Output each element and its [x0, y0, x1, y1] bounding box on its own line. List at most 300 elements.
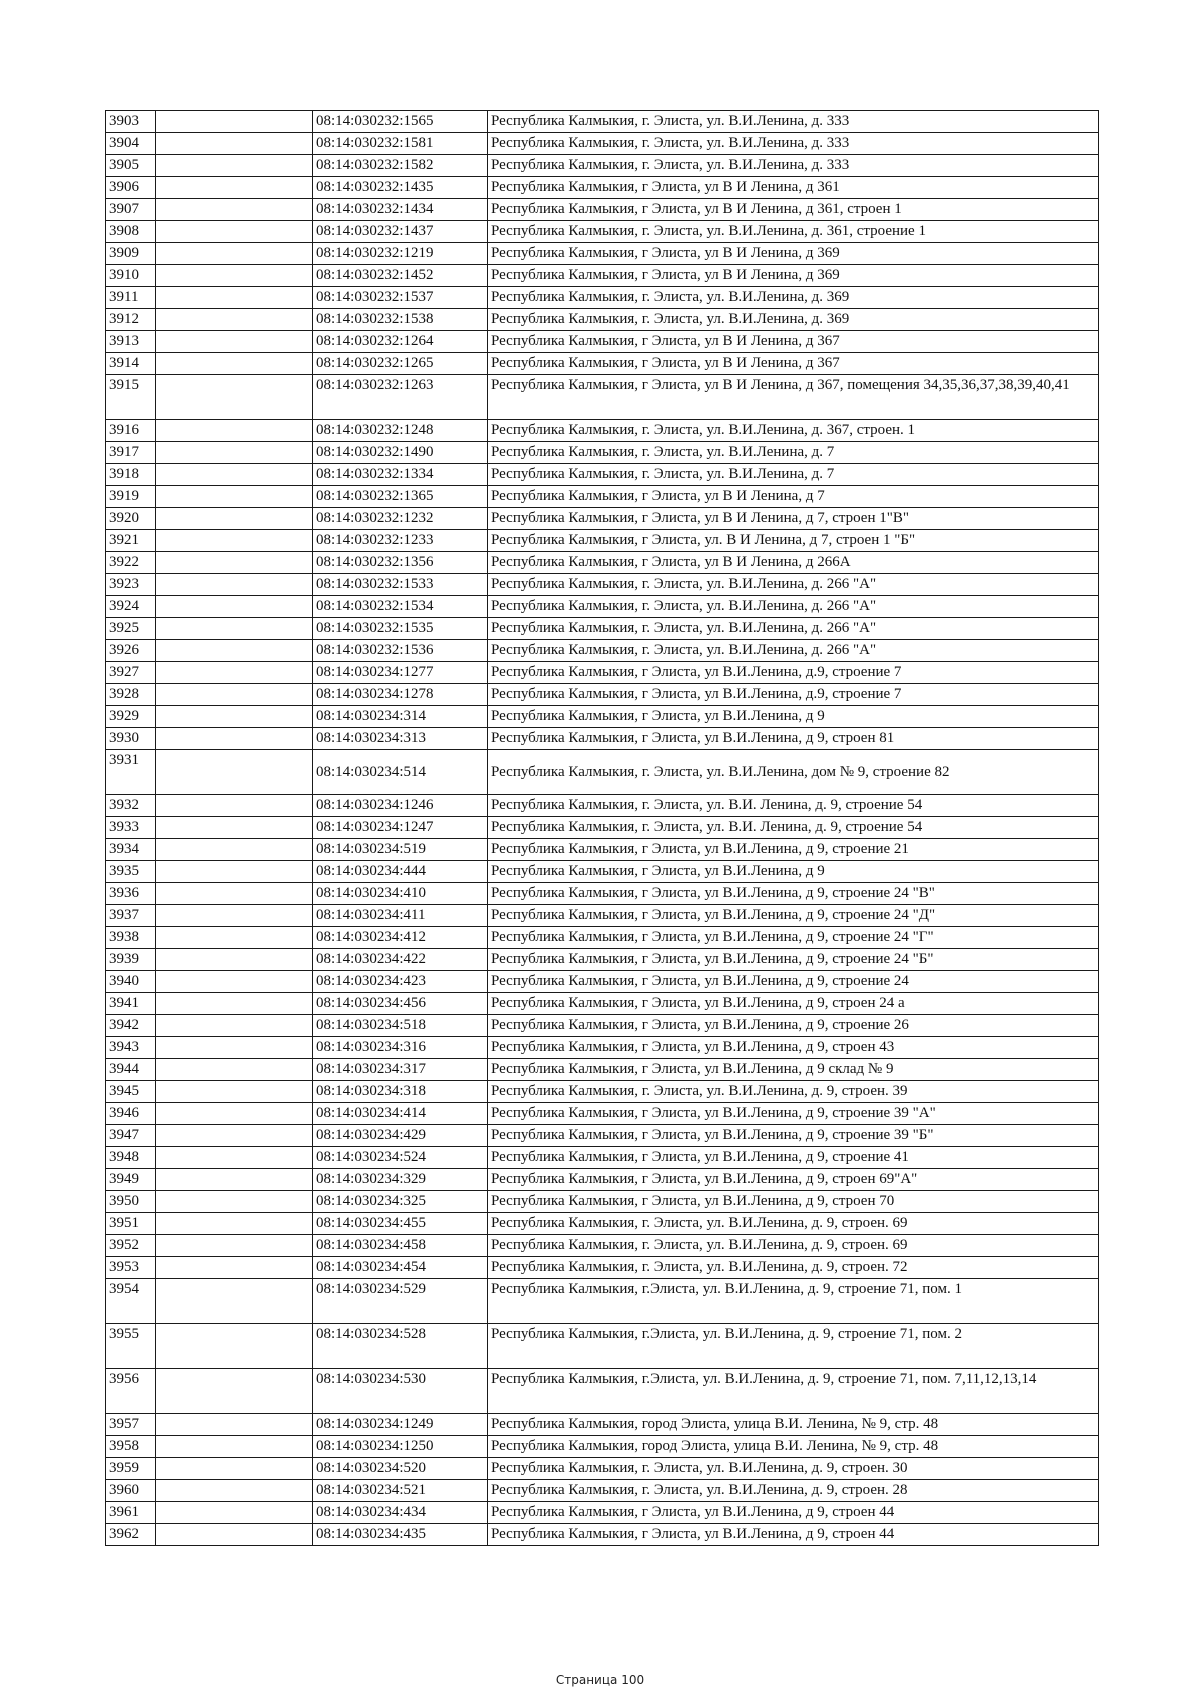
address-cell: Республика Калмыкия, г Элиста, ул В И Ленина, д 7 [488, 486, 1099, 508]
row-number-cell: 3937 [106, 905, 156, 927]
empty-cell [156, 1191, 313, 1213]
address-cell: Республика Калмыкия, г.Элиста, ул. В.И.Ленина, д. 9, строение 71, пом. 7,11,12,13,14 [488, 1369, 1099, 1414]
address-cell: Республика Калмыкия, г Элиста, ул В.И.Ленина, д 9, строен 44 [488, 1524, 1099, 1546]
cadastral-number-cell: 08:14:030232:1264 [313, 331, 488, 353]
table-row [106, 221, 1099, 243]
address-cell: Республика Калмыкия, г. Элиста, ул. В.И.Ленина, д. 9, строен. 28 [488, 1480, 1099, 1502]
cadastral-number-cell: 08:14:030234:518 [313, 1015, 488, 1037]
row-number-cell: 3940 [106, 971, 156, 993]
address-cell: Республика Калмыкия, г Элиста, ул В И Ленина, д 367, помещения 34,35,36,37,38,39,40,41 [488, 375, 1099, 420]
table-row [106, 1480, 1099, 1502]
row-number-cell: 3952 [106, 1235, 156, 1257]
empty-cell [156, 133, 313, 155]
table-row [106, 552, 1099, 574]
address-cell: Республика Калмыкия, г Элиста, ул В.И.Ленина, д 9, строение 21 [488, 839, 1099, 861]
address-cell: Республика Калмыкия, город Элиста, улица В.И. Ленина, № 9, стр. 48 [488, 1436, 1099, 1458]
cadastral-number-cell: 08:14:030232:1538 [313, 309, 488, 331]
empty-cell [156, 1103, 313, 1125]
cadastral-number-cell: 08:14:030232:1248 [313, 420, 488, 442]
cadastral-number-cell: 08:14:030234:435 [313, 1524, 488, 1546]
cadastral-number-cell: 08:14:030234:422 [313, 949, 488, 971]
empty-cell [156, 684, 313, 706]
cadastral-number-cell: 08:14:030232:1219 [313, 243, 488, 265]
empty-cell [156, 640, 313, 662]
row-number-cell: 3942 [106, 1015, 156, 1037]
address-cell: Республика Калмыкия, г Элиста, ул В.И.Ленина, д 9, строение 24 "Д" [488, 905, 1099, 927]
row-number-cell: 3944 [106, 1059, 156, 1081]
cadastral-number-cell: 08:14:030232:1490 [313, 442, 488, 464]
address-cell: Республика Калмыкия, г. Элиста, ул. В.И.Ленина, дом № 9, строение 82 [488, 750, 1099, 795]
address-cell: Республика Калмыкия, г Элиста, ул В.И.Ленина, д 9, строение 26 [488, 1015, 1099, 1037]
empty-cell [156, 1480, 313, 1502]
address-cell: Республика Калмыкия, г. Элиста, ул. В.И.Ленина, д. 7 [488, 464, 1099, 486]
table-row [106, 287, 1099, 309]
property-registry-table [105, 110, 1099, 1546]
cadastral-number-cell: 08:14:030232:1533 [313, 574, 488, 596]
table-row [106, 905, 1099, 927]
table-row [106, 1414, 1099, 1436]
table-row [106, 728, 1099, 750]
address-cell: Республика Калмыкия, г Элиста, ул В И Ленина, д 266А [488, 552, 1099, 574]
row-number-cell: 3948 [106, 1147, 156, 1169]
row-number-cell: 3936 [106, 883, 156, 905]
cadastral-number-cell: 08:14:030234:1250 [313, 1436, 488, 1458]
table-row [106, 839, 1099, 861]
row-number-cell: 3907 [106, 199, 156, 221]
address-cell: Республика Калмыкия, г Элиста, ул В.И.Ленина, д 9, строение 24 "В" [488, 883, 1099, 905]
row-number-cell: 3941 [106, 993, 156, 1015]
table-row [106, 1436, 1099, 1458]
address-cell: Республика Калмыкия, г. Элиста, ул. В.И.Ленина, д. 266 "А" [488, 596, 1099, 618]
row-number-cell: 3918 [106, 464, 156, 486]
cadastral-number-cell: 08:14:030234:458 [313, 1235, 488, 1257]
address-cell: Республика Калмыкия, г. Элиста, ул. В.И.Ленина, д. 266 "А" [488, 618, 1099, 640]
empty-cell [156, 706, 313, 728]
address-cell: Республика Калмыкия, г. Элиста, ул. В.И.Ленина, д. 266 "А" [488, 574, 1099, 596]
table-row [106, 353, 1099, 375]
empty-cell [156, 1414, 313, 1436]
row-number-cell: 3905 [106, 155, 156, 177]
table-row [106, 574, 1099, 596]
address-cell: Республика Калмыкия, г Элиста, ул В.И.Ленина, д 9, строен 24 а [488, 993, 1099, 1015]
address-cell: Республика Калмыкия, г. Элиста, ул. В.И.Ленина, д. 333 [488, 133, 1099, 155]
empty-cell [156, 883, 313, 905]
address-cell: Республика Калмыкия, г. Элиста, ул. В.И.Ленина, д. 333 [488, 111, 1099, 133]
table-row [106, 331, 1099, 353]
empty-cell [156, 420, 313, 442]
cadastral-number-cell: 08:14:030234:529 [313, 1279, 488, 1324]
row-number-cell: 3912 [106, 309, 156, 331]
row-number-cell: 3921 [106, 530, 156, 552]
table-row [106, 420, 1099, 442]
empty-cell [156, 375, 313, 420]
cadastral-number-cell: 08:14:030234:412 [313, 927, 488, 949]
cadastral-number-cell: 08:14:030234:317 [313, 1059, 488, 1081]
table-row [106, 309, 1099, 331]
address-cell: Республика Калмыкия, г. Элиста, ул. В.И.Ленина, д. 9, строен. 39 [488, 1081, 1099, 1103]
table-row [106, 1502, 1099, 1524]
table-row [106, 199, 1099, 221]
address-cell: Республика Калмыкия, г Элиста, ул. В И Ленина, д 7, строен 1 "Б" [488, 530, 1099, 552]
table-row [106, 1458, 1099, 1480]
address-cell: Республика Калмыкия, г. Элиста, ул. В.И. Ленина, д. 9, строение 54 [488, 795, 1099, 817]
table-row [106, 795, 1099, 817]
cadastral-number-cell: 08:14:030232:1534 [313, 596, 488, 618]
cadastral-number-cell: 08:14:030232:1581 [313, 133, 488, 155]
empty-cell [156, 1369, 313, 1414]
cadastral-number-cell: 08:14:030234:1277 [313, 662, 488, 684]
address-cell: Республика Калмыкия, г Элиста, ул В И Ленина, д 361 [488, 177, 1099, 199]
address-cell: Республика Калмыкия, г Элиста, ул В.И.Ленина, д 9 склад № 9 [488, 1059, 1099, 1081]
row-number-cell: 3939 [106, 949, 156, 971]
row-number-cell: 3906 [106, 177, 156, 199]
row-number-cell: 3915 [106, 375, 156, 420]
cadastral-number-cell: 08:14:030232:1233 [313, 530, 488, 552]
empty-cell [156, 1015, 313, 1037]
cadastral-number-cell: 08:14:030234:520 [313, 1458, 488, 1480]
address-cell: Республика Калмыкия, г. Элиста, ул. В.И.Ленина, д. 9, строен. 72 [488, 1257, 1099, 1279]
empty-cell [156, 1436, 313, 1458]
address-cell: Республика Калмыкия, г Элиста, ул В.И.Ленина, д 9, строение 39 "Б" [488, 1125, 1099, 1147]
page-number-footer: Страница 100 [555, 1673, 645, 1687]
address-cell: Республика Калмыкия, г. Элиста, ул. В.И.Ленина, д. 9, строен. 30 [488, 1458, 1099, 1480]
empty-cell [156, 795, 313, 817]
row-number-cell: 3943 [106, 1037, 156, 1059]
address-cell: Республика Калмыкия, г. Элиста, ул. В.И.Ленина, д. 9, строен. 69 [488, 1213, 1099, 1235]
row-number-cell: 3949 [106, 1169, 156, 1191]
cadastral-number-cell: 08:14:030234:411 [313, 905, 488, 927]
row-number-cell: 3924 [106, 596, 156, 618]
empty-cell [156, 927, 313, 949]
row-number-cell: 3958 [106, 1436, 156, 1458]
empty-cell [156, 243, 313, 265]
empty-cell [156, 1059, 313, 1081]
row-number-cell: 3913 [106, 331, 156, 353]
empty-cell [156, 1458, 313, 1480]
address-cell: Республика Калмыкия, г. Элиста, ул. В.И.Ленина, д. 369 [488, 309, 1099, 331]
empty-cell [156, 596, 313, 618]
cadastral-number-cell: 08:14:030232:1434 [313, 199, 488, 221]
cadastral-number-cell: 08:14:030234:514 [313, 750, 488, 795]
cadastral-number-cell: 08:14:030234:519 [313, 839, 488, 861]
empty-cell [156, 111, 313, 133]
table-row [106, 1147, 1099, 1169]
cadastral-number-cell: 08:14:030234:429 [313, 1125, 488, 1147]
row-number-cell: 3923 [106, 574, 156, 596]
address-cell: Республика Калмыкия, г Элиста, ул В.И.Ленина, д 9, строение 24 "Г" [488, 927, 1099, 949]
row-number-cell: 3908 [106, 221, 156, 243]
row-number-cell: 3925 [106, 618, 156, 640]
empty-cell [156, 728, 313, 750]
address-cell: Республика Калмыкия, г Элиста, ул В И Ленина, д 369 [488, 243, 1099, 265]
cadastral-number-cell: 08:14:030232:1365 [313, 486, 488, 508]
address-cell: Республика Калмыкия, г. Элиста, ул. В.И.Ленина, д. 266 "А" [488, 640, 1099, 662]
empty-cell [156, 442, 313, 464]
row-number-cell: 3926 [106, 640, 156, 662]
table-row [106, 133, 1099, 155]
address-cell: Республика Калмыкия, г Элиста, ул В И Ленина, д 361, строен 1 [488, 199, 1099, 221]
table-row [106, 662, 1099, 684]
cadastral-number-cell: 08:14:030234:410 [313, 883, 488, 905]
empty-cell [156, 817, 313, 839]
empty-cell [156, 839, 313, 861]
table-row [106, 1015, 1099, 1037]
cadastral-number-cell: 08:14:030234:314 [313, 706, 488, 728]
empty-cell [156, 1081, 313, 1103]
row-number-cell: 3927 [106, 662, 156, 684]
table-row [106, 596, 1099, 618]
table-row [106, 1524, 1099, 1546]
address-cell: Республика Калмыкия, г Элиста, ул В.И.Ленина, д 9, строение 24 "Б" [488, 949, 1099, 971]
row-number-cell: 3931 [106, 750, 156, 795]
cadastral-number-cell: 08:14:030234:1247 [313, 817, 488, 839]
row-number-cell: 3946 [106, 1103, 156, 1125]
row-number-cell: 3957 [106, 1414, 156, 1436]
empty-cell [156, 221, 313, 243]
row-number-cell: 3961 [106, 1502, 156, 1524]
empty-cell [156, 530, 313, 552]
address-cell: Республика Калмыкия, г Элиста, ул В.И.Ленина, д 9, строение 39 "А" [488, 1103, 1099, 1125]
table-row [106, 155, 1099, 177]
table-row [106, 949, 1099, 971]
table-row [106, 1257, 1099, 1279]
row-number-cell: 3962 [106, 1524, 156, 1546]
table-row [106, 1037, 1099, 1059]
empty-cell [156, 662, 313, 684]
row-number-cell: 3930 [106, 728, 156, 750]
empty-cell [156, 353, 313, 375]
table-row [106, 508, 1099, 530]
empty-cell [156, 1169, 313, 1191]
row-number-cell: 3904 [106, 133, 156, 155]
table-row [106, 750, 1099, 795]
row-number-cell: 3910 [106, 265, 156, 287]
row-number-cell: 3909 [106, 243, 156, 265]
table-row [106, 1081, 1099, 1103]
empty-cell [156, 177, 313, 199]
address-cell: Республика Калмыкия, г. Элиста, ул. В.И.Ленина, д. 369 [488, 287, 1099, 309]
row-number-cell: 3933 [106, 817, 156, 839]
address-cell: Республика Калмыкия, город Элиста, улица В.И. Ленина, № 9, стр. 48 [488, 1414, 1099, 1436]
table-row [106, 1235, 1099, 1257]
cadastral-number-cell: 08:14:030232:1535 [313, 618, 488, 640]
table-row [106, 684, 1099, 706]
address-cell: Республика Калмыкия, г. Элиста, ул. В.И. Ленина, д. 9, строение 54 [488, 817, 1099, 839]
table-row [106, 706, 1099, 728]
cadastral-number-cell: 08:14:030232:1263 [313, 375, 488, 420]
address-cell: Республика Калмыкия, г. Элиста, ул. В.И.Ленина, д. 333 [488, 155, 1099, 177]
address-cell: Республика Калмыкия, г Элиста, ул В.И.Ленина, д 9, строение 24 [488, 971, 1099, 993]
empty-cell [156, 574, 313, 596]
cadastral-number-cell: 08:14:030234:1278 [313, 684, 488, 706]
row-number-cell: 3959 [106, 1458, 156, 1480]
empty-cell [156, 464, 313, 486]
cadastral-number-cell: 08:14:030232:1437 [313, 221, 488, 243]
table-row [106, 971, 1099, 993]
table-row [106, 1369, 1099, 1414]
empty-cell [156, 486, 313, 508]
row-number-cell: 3956 [106, 1369, 156, 1414]
table-row [106, 486, 1099, 508]
empty-cell [156, 750, 313, 795]
empty-cell [156, 1125, 313, 1147]
table-row [106, 618, 1099, 640]
address-cell: Республика Калмыкия, г Элиста, ул В.И.Ленина, д 9, строение 41 [488, 1147, 1099, 1169]
cadastral-number-cell: 08:14:030234:423 [313, 971, 488, 993]
address-cell: Республика Калмыкия, г. Элиста, ул. В.И.Ленина, д. 7 [488, 442, 1099, 464]
table-row [106, 464, 1099, 486]
row-number-cell: 3903 [106, 111, 156, 133]
empty-cell [156, 287, 313, 309]
row-number-cell: 3934 [106, 839, 156, 861]
table-row [106, 817, 1099, 839]
address-cell: Республика Калмыкия, г. Элиста, ул. В.И.Ленина, д. 9, строен. 69 [488, 1235, 1099, 1257]
cadastral-number-cell: 08:14:030234:434 [313, 1502, 488, 1524]
table-row [106, 927, 1099, 949]
cadastral-number-cell: 08:14:030234:521 [313, 1480, 488, 1502]
table-row [106, 442, 1099, 464]
cadastral-number-cell: 08:14:030234:329 [313, 1169, 488, 1191]
cadastral-number-cell: 08:14:030232:1565 [313, 111, 488, 133]
table-row [106, 375, 1099, 420]
table-row [106, 1169, 1099, 1191]
row-number-cell: 3953 [106, 1257, 156, 1279]
row-number-cell: 3919 [106, 486, 156, 508]
row-number-cell: 3960 [106, 1480, 156, 1502]
table-row [106, 1324, 1099, 1369]
row-number-cell: 3954 [106, 1279, 156, 1324]
table-row [106, 1213, 1099, 1235]
address-cell: Республика Калмыкия, г Элиста, ул В.И.Ленина, д.9, строение 7 [488, 662, 1099, 684]
empty-cell [156, 552, 313, 574]
cadastral-number-cell: 08:14:030234:414 [313, 1103, 488, 1125]
address-cell: Республика Калмыкия, г Элиста, ул В И Ленина, д 369 [488, 265, 1099, 287]
cadastral-number-cell: 08:14:030232:1435 [313, 177, 488, 199]
row-number-cell: 3928 [106, 684, 156, 706]
row-number-cell: 3929 [106, 706, 156, 728]
empty-cell [156, 1147, 313, 1169]
empty-cell [156, 1257, 313, 1279]
cadastral-number-cell: 08:14:030234:456 [313, 993, 488, 1015]
table-row [106, 993, 1099, 1015]
row-number-cell: 3951 [106, 1213, 156, 1235]
address-cell: Республика Калмыкия, г. Элиста, ул. В.И.Ленина, д. 367, строен. 1 [488, 420, 1099, 442]
cadastral-number-cell: 08:14:030232:1536 [313, 640, 488, 662]
address-cell: Республика Калмыкия, г Элиста, ул В.И.Ленина, д 9, строен 43 [488, 1037, 1099, 1059]
cadastral-number-cell: 08:14:030232:1452 [313, 265, 488, 287]
empty-cell [156, 199, 313, 221]
registry-table-body [106, 111, 1099, 1546]
cadastral-number-cell: 08:14:030234:1246 [313, 795, 488, 817]
table-row [106, 530, 1099, 552]
table-row [106, 111, 1099, 133]
table-row [106, 265, 1099, 287]
empty-cell [156, 618, 313, 640]
cadastral-number-cell: 08:14:030234:318 [313, 1081, 488, 1103]
row-number-cell: 3917 [106, 442, 156, 464]
row-number-cell: 3938 [106, 927, 156, 949]
address-cell: Республика Калмыкия, г Элиста, ул В.И.Ленина, д 9 [488, 706, 1099, 728]
empty-cell [156, 331, 313, 353]
address-cell: Республика Калмыкия, г Элиста, ул В.И.Ленина, д 9, строен 69"А" [488, 1169, 1099, 1191]
cadastral-number-cell: 08:14:030234:325 [313, 1191, 488, 1213]
table-row [106, 243, 1099, 265]
address-cell: Республика Калмыкия, г Элиста, ул В.И.Ленина, д 9 [488, 861, 1099, 883]
empty-cell [156, 265, 313, 287]
empty-cell [156, 155, 313, 177]
row-number-cell: 3935 [106, 861, 156, 883]
table-row [106, 177, 1099, 199]
address-cell: Республика Калмыкия, г Элиста, ул В И Ленина, д 367 [488, 331, 1099, 353]
cadastral-number-cell: 08:14:030232:1537 [313, 287, 488, 309]
empty-cell [156, 1213, 313, 1235]
address-cell: Республика Калмыкия, г Элиста, ул В И Ленина, д 7, строен 1"В" [488, 508, 1099, 530]
empty-cell [156, 1279, 313, 1324]
empty-cell [156, 971, 313, 993]
empty-cell [156, 905, 313, 927]
cadastral-number-cell: 08:14:030234:455 [313, 1213, 488, 1235]
empty-cell [156, 1235, 313, 1257]
table-row [106, 1103, 1099, 1125]
address-cell: Республика Калмыкия, г. Элиста, ул. В.И.Ленина, д. 361, строение 1 [488, 221, 1099, 243]
empty-cell [156, 1502, 313, 1524]
address-cell: Республика Калмыкия, г Элиста, ул В.И.Ленина, д 9, строен 70 [488, 1191, 1099, 1213]
row-number-cell: 3922 [106, 552, 156, 574]
row-number-cell: 3916 [106, 420, 156, 442]
cadastral-number-cell: 08:14:030232:1356 [313, 552, 488, 574]
cadastral-number-cell: 08:14:030234:444 [313, 861, 488, 883]
address-cell: Республика Калмыкия, г.Элиста, ул. В.И.Ленина, д. 9, строение 71, пом. 2 [488, 1324, 1099, 1369]
address-cell: Республика Калмыкия, г.Элиста, ул. В.И.Ленина, д. 9, строение 71, пом. 1 [488, 1279, 1099, 1324]
row-number-cell: 3932 [106, 795, 156, 817]
table-row [106, 861, 1099, 883]
empty-cell [156, 309, 313, 331]
row-number-cell: 3955 [106, 1324, 156, 1369]
address-cell: Республика Калмыкия, г Элиста, ул В И Ленина, д 367 [488, 353, 1099, 375]
address-cell: Республика Калмыкия, г Элиста, ул В.И.Ленина, д.9, строение 7 [488, 684, 1099, 706]
empty-cell [156, 508, 313, 530]
cadastral-number-cell: 08:14:030232:1334 [313, 464, 488, 486]
row-number-cell: 3950 [106, 1191, 156, 1213]
table-row [106, 1125, 1099, 1147]
empty-cell [156, 949, 313, 971]
row-number-cell: 3914 [106, 353, 156, 375]
table-row [106, 1191, 1099, 1213]
table-row [106, 1059, 1099, 1081]
cadastral-number-cell: 08:14:030234:528 [313, 1324, 488, 1369]
cadastral-number-cell: 08:14:030234:530 [313, 1369, 488, 1414]
row-number-cell: 3920 [106, 508, 156, 530]
address-cell: Республика Калмыкия, г Элиста, ул В.И.Ленина, д 9, строен 44 [488, 1502, 1099, 1524]
row-number-cell: 3911 [106, 287, 156, 309]
cadastral-number-cell: 08:14:030232:1265 [313, 353, 488, 375]
address-cell: Республика Калмыкия, г Элиста, ул В.И.Ленина, д 9, строен 81 [488, 728, 1099, 750]
cadastral-number-cell: 08:14:030234:1249 [313, 1414, 488, 1436]
empty-cell [156, 993, 313, 1015]
cadastral-number-cell: 08:14:030232:1232 [313, 508, 488, 530]
cadastral-number-cell: 08:14:030232:1582 [313, 155, 488, 177]
empty-cell [156, 1324, 313, 1369]
empty-cell [156, 1037, 313, 1059]
table-row [106, 1279, 1099, 1324]
row-number-cell: 3945 [106, 1081, 156, 1103]
cadastral-number-cell: 08:14:030234:316 [313, 1037, 488, 1059]
cadastral-number-cell: 08:14:030234:313 [313, 728, 488, 750]
cadastral-number-cell: 08:14:030234:524 [313, 1147, 488, 1169]
row-number-cell: 3947 [106, 1125, 156, 1147]
empty-cell [156, 1524, 313, 1546]
cadastral-number-cell: 08:14:030234:454 [313, 1257, 488, 1279]
